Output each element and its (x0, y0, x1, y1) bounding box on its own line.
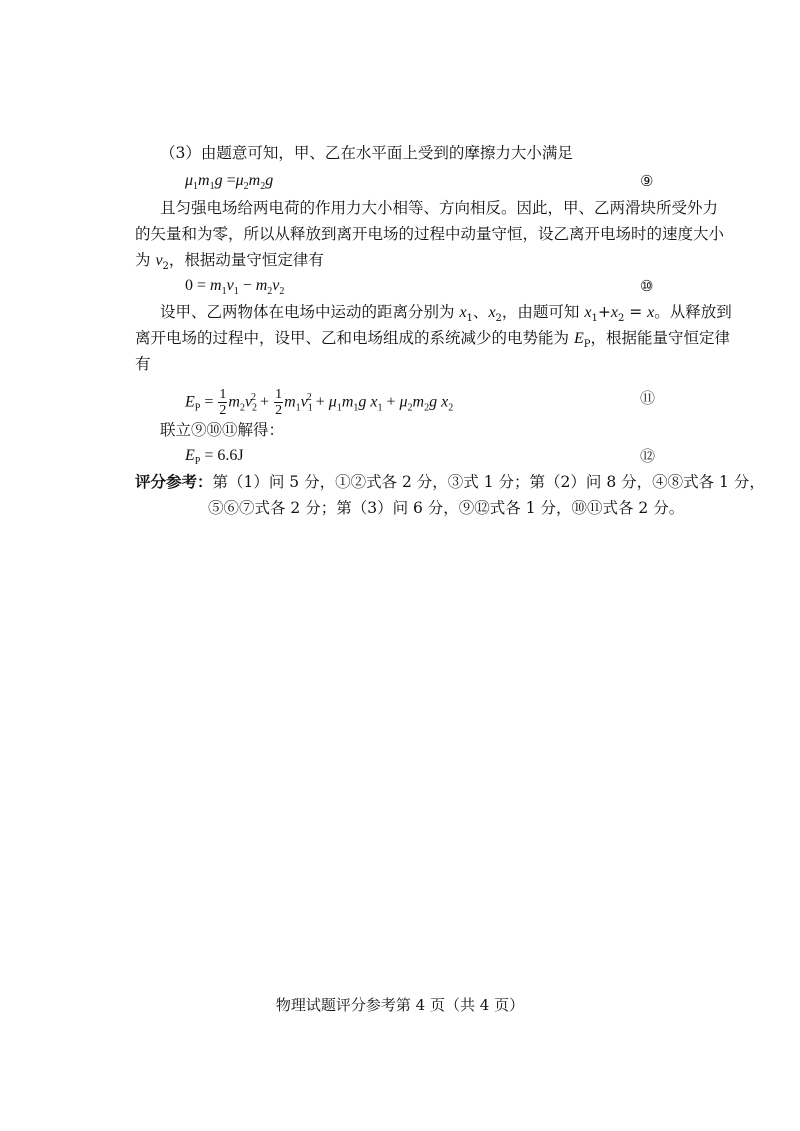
scoring-line-2: ⑤⑥⑦式各 2 分；第（3）问 6 分，⑨⑫式各 1 分，⑩⑪式各 2 分。 (208, 499, 685, 517)
equation-12: $E_P = 6.6J$ (185, 447, 244, 468)
paragraph-1-line-1: 且匀强电场给两电荷的作用力大小相等、方向相反。因此，甲、乙两滑块所受外力 (160, 199, 719, 217)
part3-intro: （3）由题意可知，甲、乙在水平面上受到的摩擦力大小满足 (160, 144, 573, 162)
equation-9-number: ⑨ (640, 172, 654, 190)
paragraph-2-line-2: 离开电场的过程中，设甲、乙和电场组成的系统减少的电势能为 $E_P$，根据能量守恒定律 (135, 329, 730, 351)
paragraph-1-line-3: 为 $v_2$，根据动量守恒定律有 (135, 251, 324, 273)
combine-line: 联立⑨⑩⑪解得： (160, 421, 285, 439)
equation-12-number: ⑫ (640, 447, 656, 465)
equation-11: $E_P$ = $\frac{1}{2}$ $m_2v_2^2$ + $\frac{1}{2}$ $m_1v_1^2 + \mu_1m_1g$ $x_1 + \mu_2m_2g$ $x_2$ (185, 387, 454, 419)
equation-10-number: ⑩ (640, 277, 654, 295)
paragraph-2-line-1: 设甲、乙两物体在电场中运动的距离分别为 $x_1$、$x_2$，由题可知 $x_1+x_2 = x$。从释放到 (160, 303, 732, 325)
page-footer: 物理试题评分参考第 4 页（共 4 页） (275, 996, 525, 1014)
scoring-line-1: 评分参考：第（1）问 5 分，①②式各 2 分，③式 1 分；第（2）问 8 分，④⑧式各 1 分， (135, 472, 765, 491)
equation-9: $\mu_1m_1g =\mu_2m_2g$ (185, 172, 274, 193)
paragraph-1-line-2: 的矢量和为零，所以从释放到离开电场的过程中动量守恒，设乙离开电场时的速度大小 (135, 225, 725, 243)
equation-11-number: ⑪ (640, 389, 656, 407)
equation-10: $0 = m_1v_1 - m_2v_2$ (185, 277, 285, 298)
scoring-label: 评分参考： (135, 472, 213, 491)
paragraph-2-line-3: 有 (135, 355, 151, 373)
